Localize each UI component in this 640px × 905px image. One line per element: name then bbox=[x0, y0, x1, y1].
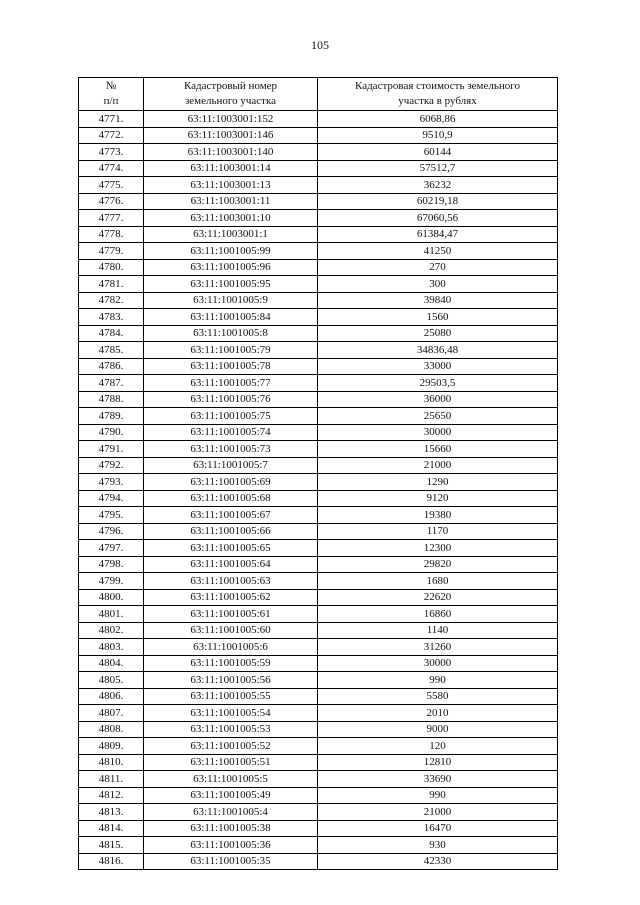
cadastral-value-cell: 33000 bbox=[318, 358, 558, 375]
cadastral-value-cell: 67060,56 bbox=[318, 210, 558, 227]
cadastral-number-cell: 63:11:1003001:14 bbox=[144, 160, 318, 177]
row-number-cell: 4772. bbox=[79, 127, 144, 144]
cadastral-number-cell: 63:11:1001005:66 bbox=[144, 523, 318, 540]
cadastral-value-cell: 61384,47 bbox=[318, 226, 558, 243]
row-number-cell: 4773. bbox=[79, 144, 144, 161]
cadastral-value-cell: 36000 bbox=[318, 391, 558, 408]
cadastral-value-cell: 36232 bbox=[318, 177, 558, 194]
table-row bbox=[79, 375, 558, 392]
column-header-number-line1: № bbox=[105, 80, 117, 92]
cadastral-number-cell: 63:11:1001005:36 bbox=[144, 837, 318, 854]
cadastral-value-cell: 12300 bbox=[318, 540, 558, 557]
cadastral-number-cell: 63:11:1003001:146 bbox=[144, 127, 318, 144]
cadastral-number-cell: 63:11:1001005:53 bbox=[144, 721, 318, 738]
table-row bbox=[79, 672, 558, 689]
row-number-cell: 4782. bbox=[79, 292, 144, 309]
table-row bbox=[79, 738, 558, 755]
table-header-row bbox=[79, 78, 558, 111]
cadastral-value-cell: 300 bbox=[318, 276, 558, 293]
row-number-cell: 4777. bbox=[79, 210, 144, 227]
cadastral-value-cell: 9510,9 bbox=[318, 127, 558, 144]
row-number-cell: 4784. bbox=[79, 325, 144, 342]
table-row bbox=[79, 342, 558, 359]
row-number-cell: 4799. bbox=[79, 573, 144, 590]
cadastral-number-cell: 63:11:1001005:77 bbox=[144, 375, 318, 392]
column-header-value-line1: Кадастровая стоимость земельного bbox=[355, 80, 520, 92]
table-row bbox=[79, 210, 558, 227]
cadastral-number-cell: 63:11:1001005:68 bbox=[144, 490, 318, 507]
row-number-cell: 4787. bbox=[79, 375, 144, 392]
row-number-cell: 4803. bbox=[79, 639, 144, 656]
cadastral-value-cell: 6068,86 bbox=[318, 111, 558, 128]
cadastral-number-cell: 63:11:1001005:74 bbox=[144, 424, 318, 441]
row-number-cell: 4800. bbox=[79, 589, 144, 606]
cadastral-value-cell: 990 bbox=[318, 672, 558, 689]
cadastral-value-cell: 22620 bbox=[318, 589, 558, 606]
table-row bbox=[79, 226, 558, 243]
table-row bbox=[79, 424, 558, 441]
table-row bbox=[79, 292, 558, 309]
cadastral-value-cell: 16470 bbox=[318, 820, 558, 837]
row-number-cell: 4785. bbox=[79, 342, 144, 359]
cadastral-value-cell: 29503,5 bbox=[318, 375, 558, 392]
cadastral-number-cell: 63:11:1001005:60 bbox=[144, 622, 318, 639]
cadastral-value-cell: 21000 bbox=[318, 804, 558, 821]
cadastral-value-cell: 31260 bbox=[318, 639, 558, 656]
cadastral-value-cell: 30000 bbox=[318, 655, 558, 672]
cadastral-number-cell: 63:11:1001005:76 bbox=[144, 391, 318, 408]
row-number-cell: 4776. bbox=[79, 193, 144, 210]
row-number-cell: 4790. bbox=[79, 424, 144, 441]
row-number-cell: 4816. bbox=[79, 853, 144, 870]
cadastral-value-cell: 9120 bbox=[318, 490, 558, 507]
table-row bbox=[79, 441, 558, 458]
row-number-cell: 4815. bbox=[79, 837, 144, 854]
cadastral-number-cell: 63:11:1001005:67 bbox=[144, 507, 318, 524]
cadastral-value-cell: 30000 bbox=[318, 424, 558, 441]
row-number-cell: 4791. bbox=[79, 441, 144, 458]
row-number-cell: 4810. bbox=[79, 754, 144, 771]
table-row bbox=[79, 804, 558, 821]
cadastral-number-cell: 63:11:1003001:11 bbox=[144, 193, 318, 210]
table-row bbox=[79, 655, 558, 672]
cadastral-value-cell: 15660 bbox=[318, 441, 558, 458]
row-number-cell: 4802. bbox=[79, 622, 144, 639]
cadastral-number-cell: 63:11:1001005:55 bbox=[144, 688, 318, 705]
row-number-cell: 4808. bbox=[79, 721, 144, 738]
table-row bbox=[79, 490, 558, 507]
table-row bbox=[79, 606, 558, 623]
table-row bbox=[79, 127, 558, 144]
row-number-cell: 4775. bbox=[79, 177, 144, 194]
table-row bbox=[79, 193, 558, 210]
table-row bbox=[79, 457, 558, 474]
table-row bbox=[79, 408, 558, 425]
table-row bbox=[79, 243, 558, 260]
cadastral-number-cell: 63:11:1001005:59 bbox=[144, 655, 318, 672]
column-header-number bbox=[79, 78, 144, 111]
row-number-cell: 4792. bbox=[79, 457, 144, 474]
cadastral-number-cell: 63:11:1001005:95 bbox=[144, 276, 318, 293]
cadastral-number-cell: 63:11:1001005:35 bbox=[144, 853, 318, 870]
row-number-cell: 4798. bbox=[79, 556, 144, 573]
cadastral-value-cell: 9000 bbox=[318, 721, 558, 738]
cadastral-number-cell: 63:11:1001005:73 bbox=[144, 441, 318, 458]
cadastral-number-cell: 63:11:1001005:6 bbox=[144, 639, 318, 656]
row-number-cell: 4813. bbox=[79, 804, 144, 821]
column-header-cadastral-line2: земельного участка bbox=[184, 95, 277, 107]
row-number-cell: 4788. bbox=[79, 391, 144, 408]
cadastral-number-cell: 63:11:1003001:1 bbox=[144, 226, 318, 243]
table-row bbox=[79, 589, 558, 606]
cadastral-number-cell: 63:11:1001005:96 bbox=[144, 259, 318, 276]
row-number-cell: 4789. bbox=[79, 408, 144, 425]
cadastral-value-cell: 12810 bbox=[318, 754, 558, 771]
row-number-cell: 4774. bbox=[79, 160, 144, 177]
table-row bbox=[79, 556, 558, 573]
row-number-cell: 4771. bbox=[79, 111, 144, 128]
row-number-cell: 4814. bbox=[79, 820, 144, 837]
table-row bbox=[79, 705, 558, 722]
cadastral-number-cell: 63:11:1001005:78 bbox=[144, 358, 318, 375]
cadastral-value-cell: 33690 bbox=[318, 771, 558, 788]
cadastral-value-cell: 57512,7 bbox=[318, 160, 558, 177]
cadastral-number-cell: 63:11:1001005:61 bbox=[144, 606, 318, 623]
table-row bbox=[79, 358, 558, 375]
table-row bbox=[79, 622, 558, 639]
cadastral-value-cell: 42330 bbox=[318, 853, 558, 870]
column-header-number-line2: п/п bbox=[103, 95, 119, 107]
cadastral-value-cell: 1290 bbox=[318, 474, 558, 491]
cadastral-number-cell: 63:11:1001005:63 bbox=[144, 573, 318, 590]
row-number-cell: 4805. bbox=[79, 672, 144, 689]
table-row bbox=[79, 573, 558, 590]
cadastral-value-cell: 1680 bbox=[318, 573, 558, 590]
cadastral-number-cell: 63:11:1001005:4 bbox=[144, 804, 318, 821]
cadastral-number-cell: 63:11:1001005:84 bbox=[144, 309, 318, 326]
row-number-cell: 4778. bbox=[79, 226, 144, 243]
cadastral-number-cell: 63:11:1001005:49 bbox=[144, 787, 318, 804]
cadastral-value-cell: 5580 bbox=[318, 688, 558, 705]
table-row bbox=[79, 391, 558, 408]
cadastral-value-cell: 2010 bbox=[318, 705, 558, 722]
row-number-cell: 4779. bbox=[79, 243, 144, 260]
table-row bbox=[79, 177, 558, 194]
column-header-value-line2: участка в рублях bbox=[398, 95, 477, 107]
table-row bbox=[79, 259, 558, 276]
cadastral-number-cell: 63:11:1001005:8 bbox=[144, 325, 318, 342]
table-row bbox=[79, 309, 558, 326]
table-row bbox=[79, 523, 558, 540]
cadastral-number-cell: 63:11:1001005:56 bbox=[144, 672, 318, 689]
table-row bbox=[79, 325, 558, 342]
cadastral-value-cell: 1170 bbox=[318, 523, 558, 540]
cadastral-value-table bbox=[78, 77, 558, 870]
cadastral-value-cell: 930 bbox=[318, 837, 558, 854]
table-row bbox=[79, 820, 558, 837]
cadastral-number-cell: 63:11:1001005:5 bbox=[144, 771, 318, 788]
table-row bbox=[79, 540, 558, 557]
row-number-cell: 4786. bbox=[79, 358, 144, 375]
table-row bbox=[79, 754, 558, 771]
row-number-cell: 4795. bbox=[79, 507, 144, 524]
row-number-cell: 4780. bbox=[79, 259, 144, 276]
row-number-cell: 4783. bbox=[79, 309, 144, 326]
table-row bbox=[79, 721, 558, 738]
cadastral-value-cell: 1140 bbox=[318, 622, 558, 639]
row-number-cell: 4793. bbox=[79, 474, 144, 491]
cadastral-number-cell: 63:11:1001005:64 bbox=[144, 556, 318, 573]
cadastral-number-cell: 63:11:1001005:54 bbox=[144, 705, 318, 722]
table-row bbox=[79, 853, 558, 870]
row-number-cell: 4801. bbox=[79, 606, 144, 623]
row-number-cell: 4811. bbox=[79, 771, 144, 788]
cadastral-value-cell: 21000 bbox=[318, 457, 558, 474]
cadastral-value-cell: 39840 bbox=[318, 292, 558, 309]
cadastral-number-cell: 63:11:1003001:140 bbox=[144, 144, 318, 161]
cadastral-number-cell: 63:11:1001005:51 bbox=[144, 754, 318, 771]
table-row bbox=[79, 688, 558, 705]
table-row bbox=[79, 787, 558, 804]
row-number-cell: 4797. bbox=[79, 540, 144, 557]
cadastral-value-cell: 41250 bbox=[318, 243, 558, 260]
cadastral-value-cell: 16860 bbox=[318, 606, 558, 623]
cadastral-value-cell: 990 bbox=[318, 787, 558, 804]
cadastral-number-cell: 63:11:1001005:79 bbox=[144, 342, 318, 359]
cadastral-number-cell: 63:11:1001005:7 bbox=[144, 457, 318, 474]
cadastral-number-cell: 63:11:1001005:99 bbox=[144, 243, 318, 260]
row-number-cell: 4796. bbox=[79, 523, 144, 540]
cadastral-number-cell: 63:11:1001005:75 bbox=[144, 408, 318, 425]
row-number-cell: 4807. bbox=[79, 705, 144, 722]
column-header-cadastral-value bbox=[318, 78, 558, 111]
cadastral-number-cell: 63:11:1001005:52 bbox=[144, 738, 318, 755]
page-number: 105 bbox=[311, 38, 329, 52]
column-header-cadastral-line1: Кадастровый номер bbox=[183, 80, 278, 92]
cadastral-value-cell: 34836,48 bbox=[318, 342, 558, 359]
table-row bbox=[79, 144, 558, 161]
cadastral-number-cell: 63:11:1001005:69 bbox=[144, 474, 318, 491]
column-header-cadastral-number bbox=[144, 78, 318, 111]
table-row bbox=[79, 474, 558, 491]
row-number-cell: 4794. bbox=[79, 490, 144, 507]
cadastral-number-cell: 63:11:1001005:38 bbox=[144, 820, 318, 837]
table-row bbox=[79, 639, 558, 656]
cadastral-value-cell: 25650 bbox=[318, 408, 558, 425]
table-row bbox=[79, 111, 558, 128]
cadastral-number-cell: 63:11:1003001:13 bbox=[144, 177, 318, 194]
cadastral-number-cell: 63:11:1003001:10 bbox=[144, 210, 318, 227]
table-row bbox=[79, 837, 558, 854]
cadastral-value-cell: 270 bbox=[318, 259, 558, 276]
row-number-cell: 4812. bbox=[79, 787, 144, 804]
cadastral-number-cell: 63:11:1001005:62 bbox=[144, 589, 318, 606]
cadastral-value-cell: 60144 bbox=[318, 144, 558, 161]
cadastral-number-cell: 63:11:1003001:152 bbox=[144, 111, 318, 128]
cadastral-value-cell: 1560 bbox=[318, 309, 558, 326]
table-row bbox=[79, 276, 558, 293]
row-number-cell: 4806. bbox=[79, 688, 144, 705]
row-number-cell: 4804. bbox=[79, 655, 144, 672]
row-number-cell: 4809. bbox=[79, 738, 144, 755]
cadastral-value-cell: 60219,18 bbox=[318, 193, 558, 210]
cadastral-value-cell: 29820 bbox=[318, 556, 558, 573]
cadastral-value-cell: 19380 bbox=[318, 507, 558, 524]
cadastral-value-cell: 25080 bbox=[318, 325, 558, 342]
cadastral-number-cell: 63:11:1001005:65 bbox=[144, 540, 318, 557]
row-number-cell: 4781. bbox=[79, 276, 144, 293]
table-row bbox=[79, 507, 558, 524]
cadastral-value-cell: 120 bbox=[318, 738, 558, 755]
table-row bbox=[79, 160, 558, 177]
table-row bbox=[79, 771, 558, 788]
cadastral-number-cell: 63:11:1001005:9 bbox=[144, 292, 318, 309]
